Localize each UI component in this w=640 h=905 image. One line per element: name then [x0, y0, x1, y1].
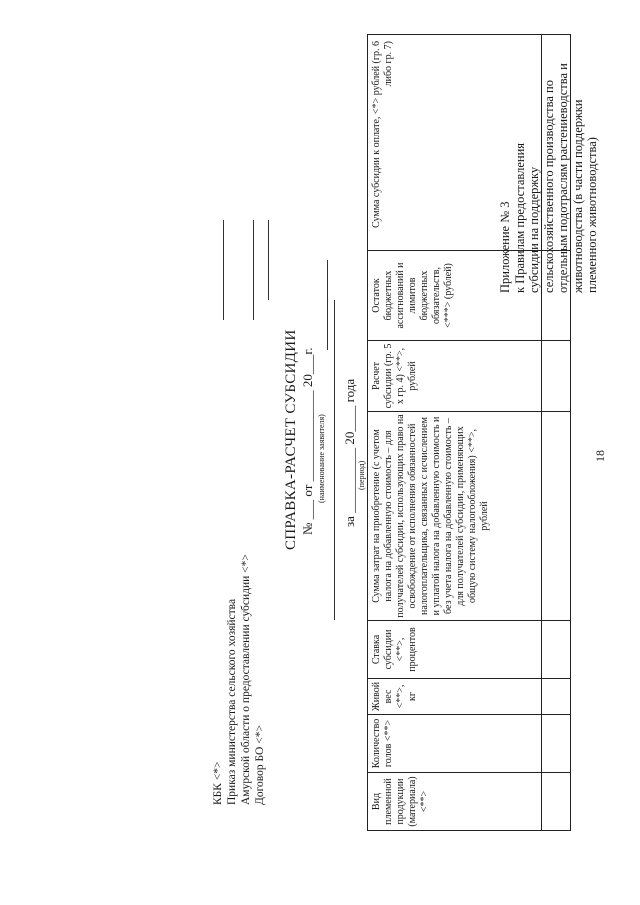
kbk-line: КБК <*>: [212, 761, 224, 805]
period-caption: (период): [357, 460, 366, 490]
signature-line: [223, 220, 224, 320]
header-cell: Сумма затрат на приобретение (с учетом налога на добавленную стоимость – для получателей субсидии, использующих право на освобождение от исполнения обязанностей налогоплательщика, связанных с исчислением и уплатой налога на добавленную стоимость и без учета налога на добавленную стоимость – для получателей субсидии, применяющих общую систему налогообложения) <**>, рублей: [368, 412, 542, 621]
applicant-caption: (наименование заявителя): [317, 414, 326, 503]
annex-line: к Правилам предоставления: [512, 142, 527, 293]
table-cell: [542, 715, 571, 773]
page-number: 18: [593, 450, 607, 462]
annex-line: животноводства (в части поддержки: [570, 99, 585, 293]
table-cell: [542, 621, 571, 679]
table-cell: [542, 679, 571, 715]
period-line: за __________ 20____ года: [342, 378, 357, 527]
kbk-block: [211, 554, 267, 805]
kbk-line: Приказ министерства сельского хозяйства: [226, 598, 238, 805]
table-cell: [542, 35, 571, 251]
header-cell: Расчет субсидии (гр. 5 x гр. 4) <**>, рублей: [368, 341, 542, 412]
annex-line: отдельным подотраслям растениеводства и: [556, 63, 570, 293]
form-title: СПРАВКА-РАСЧЕТ СУБСИДИИ: [283, 329, 299, 550]
annex-line: сельскохозяйственного производства по: [541, 80, 556, 293]
annex-line: субсидии на поддержку: [527, 166, 541, 293]
table-header-row: [368, 35, 542, 831]
signature-line: [268, 220, 269, 300]
subsidy-table: [367, 34, 571, 831]
header-cell: Вид племенной продукции (материала) <**>: [368, 773, 542, 831]
kbk-line: Амурской области о предоставлении субсидии <*>: [240, 554, 252, 805]
header-cell: Количество голов <**>: [368, 715, 542, 773]
applicant-line: [334, 300, 335, 620]
table-cell: [542, 251, 571, 341]
header-cell: Ставка субсидии <**>, процентов: [368, 621, 542, 679]
annex-line: Приложение № 3: [498, 201, 512, 293]
annex-line: племенного животноводства): [585, 137, 599, 293]
header-cell: Сумма субсидии к оплате, <*> рублей (гр. 6 либо гр. 7): [368, 35, 542, 251]
header-cell: Остаток бюджетных ассигнований и лимитов бюджетных обязательств, <***> (рублей): [368, 251, 542, 341]
table-cell: [542, 341, 571, 412]
table-cell: [542, 773, 571, 831]
table-row: [542, 35, 571, 831]
kbk-line: Договор БО <*>: [254, 725, 266, 805]
header-cell: Живой вес <**>, кг: [368, 679, 542, 715]
table-cell: [542, 412, 571, 621]
form-number-line: № ___ от ______________ 20___г.: [300, 347, 315, 535]
signature-line: [327, 260, 328, 350]
signature-line: [253, 220, 254, 320]
